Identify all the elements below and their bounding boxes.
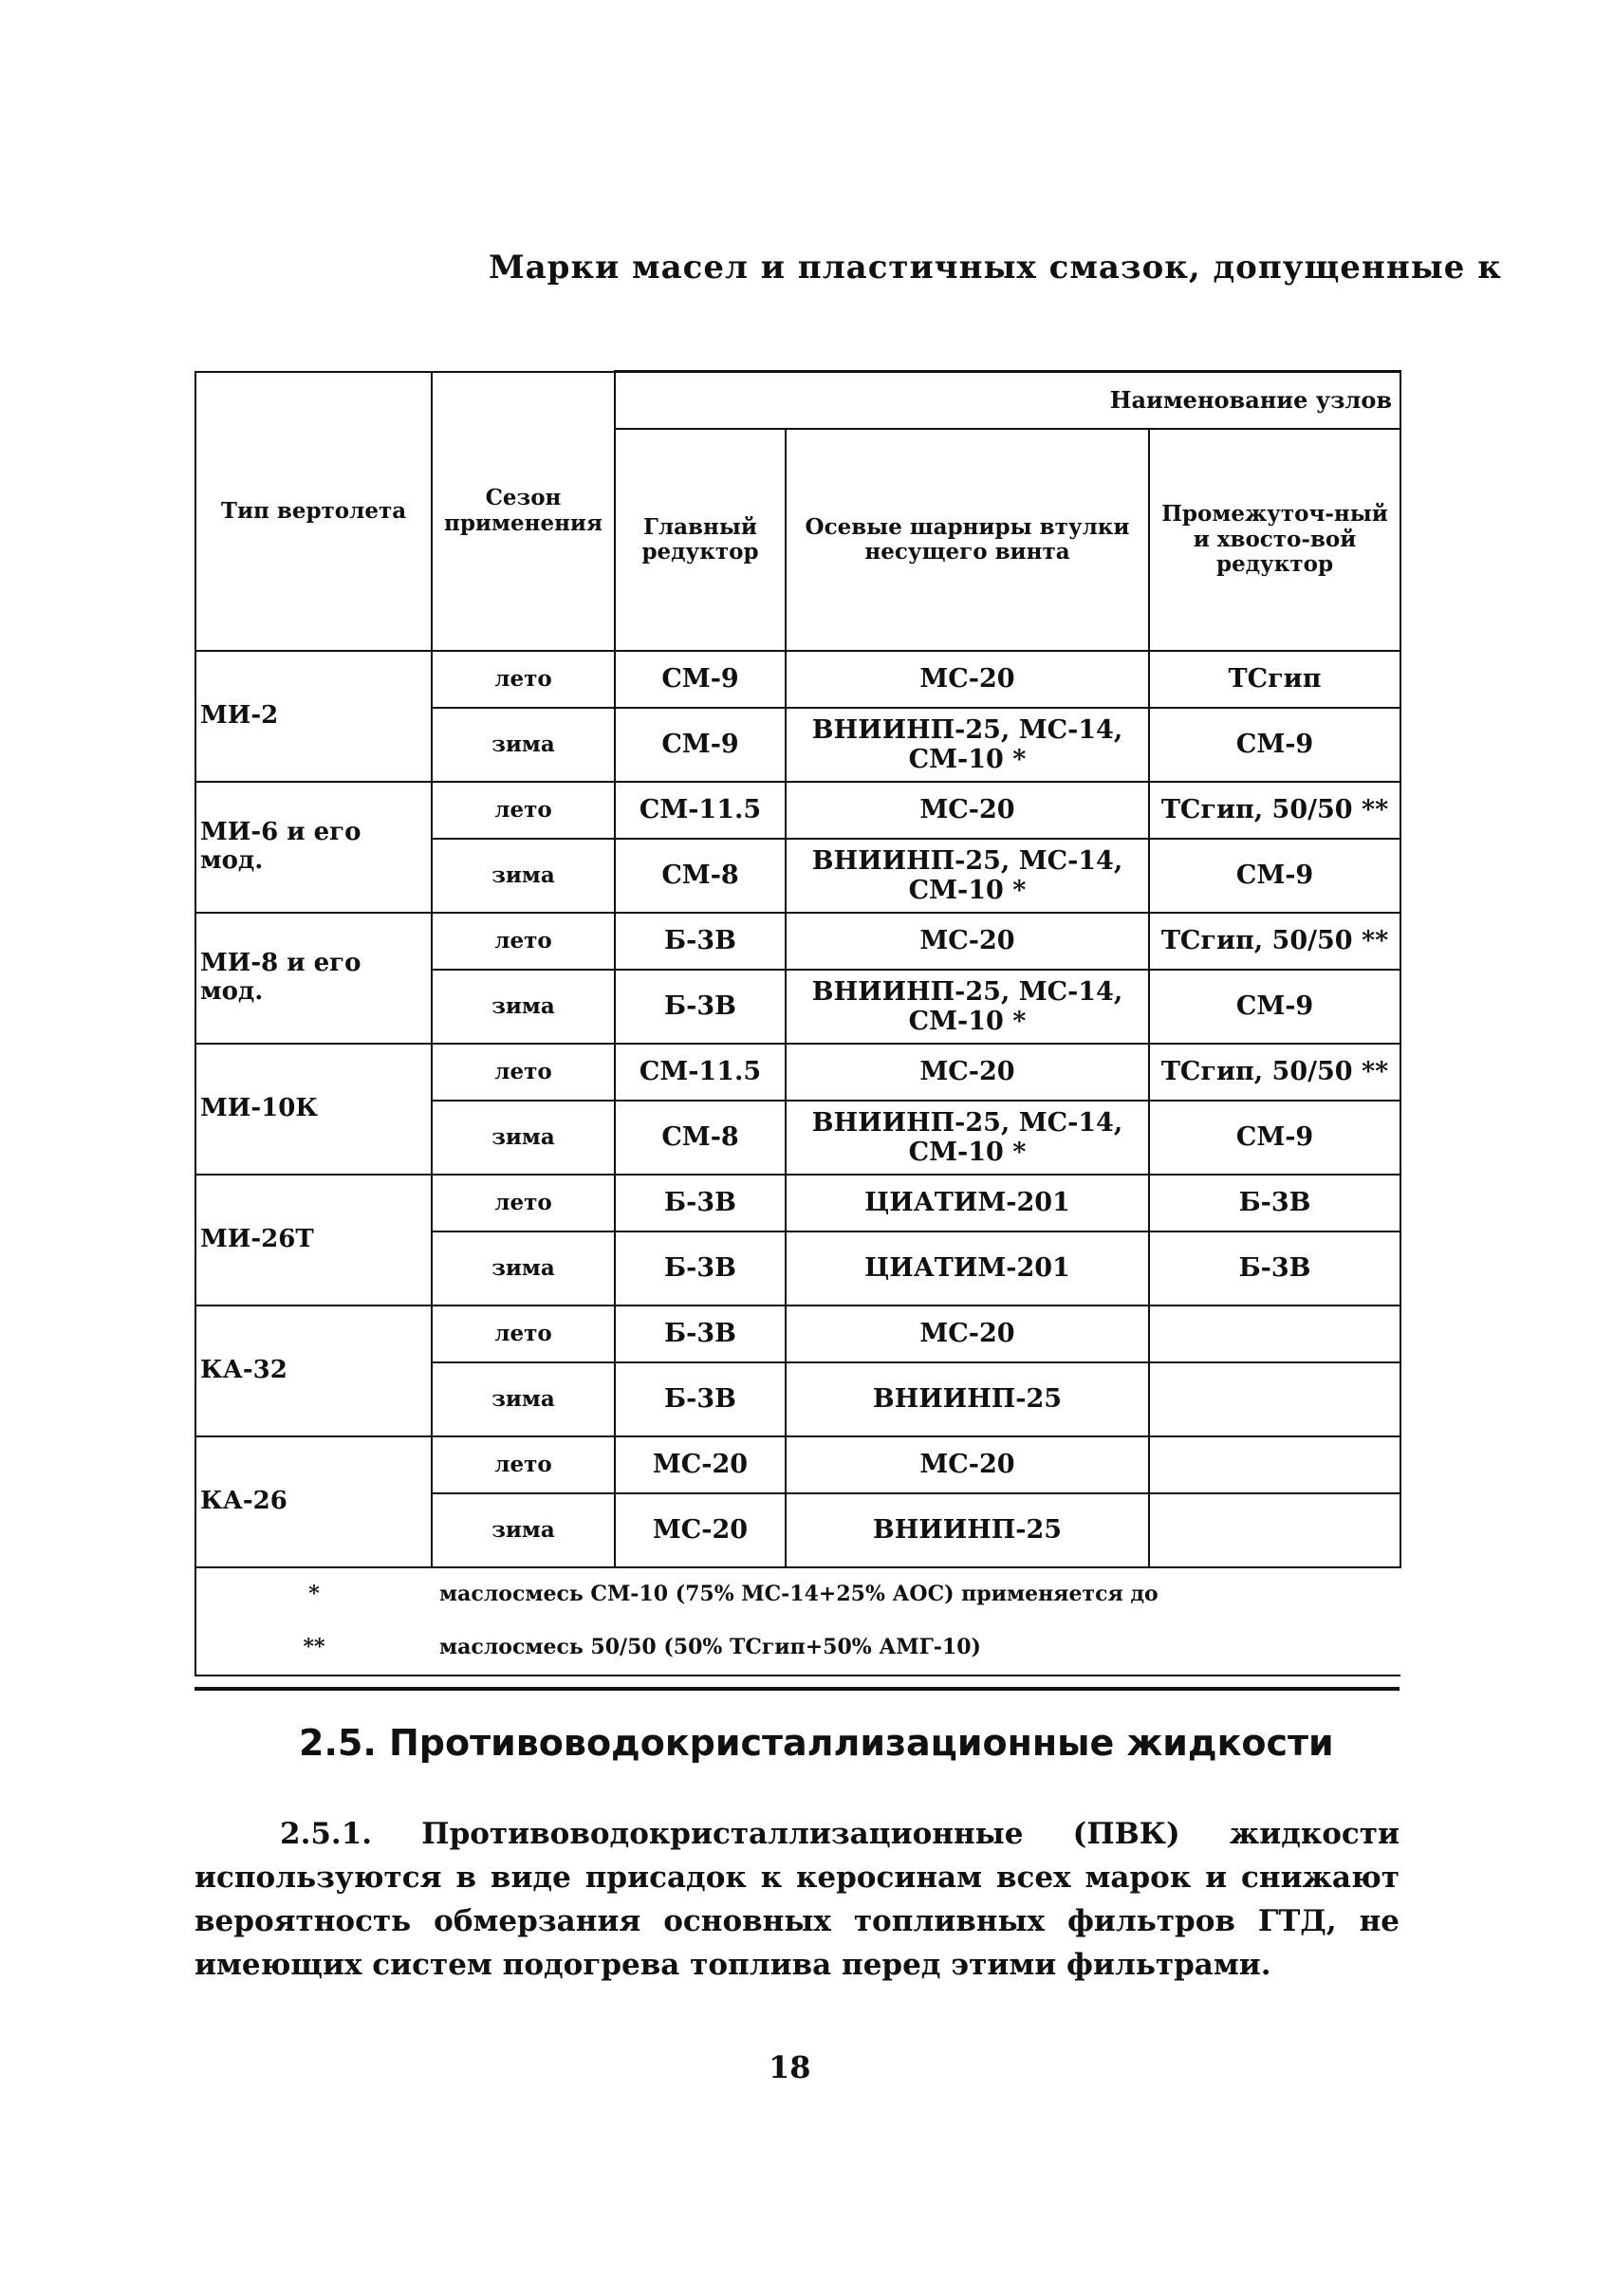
tail-gearbox-cell: СМ-9 [1149,1101,1400,1175]
rotor-hinges-cell: МС-20 [786,782,1149,839]
helicopter-type-cell: МИ-10К [195,1044,432,1175]
rotor-hinges-cell: ВНИИНП-25 [786,1362,1149,1436]
table-row [195,1436,1400,1493]
rotor-hinges-cell: МС-20 [786,651,1149,708]
main-gearbox-cell: СМ-11.5 [615,782,786,839]
tail-gearbox-cell: СМ-9 [1149,839,1400,913]
tail-gearbox-cell: СМ-9 [1149,708,1400,782]
page-number: 18 [769,2049,811,2085]
header-season: Сезон применения [432,372,615,652]
season-cell: зима [432,1362,615,1436]
tail-gearbox-cell [1149,1436,1400,1493]
footnote-mark: * [195,1567,432,1621]
season-cell: лето [432,1305,615,1362]
tail-gearbox-cell: ТСгип, 50/50 ** [1149,782,1400,839]
footnote-text: маслосмесь СМ-10 (75% МС-14+25% АОС) применяется до [432,1567,1400,1621]
table-row [195,913,1400,970]
tail-gearbox-cell [1149,1362,1400,1436]
table-row [195,651,1400,708]
header-main-gearbox: Главный редуктор [615,429,786,651]
season-cell: лето [432,1175,615,1231]
rotor-hinges-cell: МС-20 [786,913,1149,970]
season-cell: зима [432,970,615,1044]
header-helicopter-type: Тип вертолета [195,372,432,652]
season-cell: лето [432,651,615,708]
rotor-hinges-cell: ЦИАТИМ-201 [786,1175,1149,1231]
tail-gearbox-cell: ТСгип, 50/50 ** [1149,913,1400,970]
header-tail-gearbox: Промежуточ-ный и хвосто-вой редуктор [1149,429,1400,651]
main-gearbox-cell: Б-3В [615,913,786,970]
footnote-text: маслосмесь 50/50 (50% ТСгип+50% АМГ-10) [432,1621,1400,1676]
footnote-row [195,1621,1400,1676]
section-divider [195,1687,1400,1691]
main-gearbox-cell: СМ-8 [615,1101,786,1175]
main-gearbox-cell: Б-3В [615,1305,786,1362]
rotor-hinges-cell: ВНИИНП-25, МС-14, СМ-10 * [786,1101,1149,1175]
season-cell: зима [432,708,615,782]
helicopter-type-cell: МИ-2 [195,651,432,782]
table-row [195,1305,1400,1362]
helicopter-type-cell: КА-26 [195,1436,432,1567]
season-cell: зима [432,1231,615,1305]
main-gearbox-cell: СМ-9 [615,708,786,782]
rotor-hinges-cell: МС-20 [786,1436,1149,1493]
section-paragraph: 2.5.1. Противоводокристаллизационные (ПВК) жидкости используются в виде присадок к керосинам всех марок и снижают вероятность обмерзания основных топливных фильтров ГТД, не имеющих систем подогрева топлива перед этими фильтрами. [195,1817,1400,1982]
helicopter-type-cell: МИ-6 и его мод. [195,782,432,913]
main-gearbox-cell: Б-3В [615,1362,786,1436]
tail-gearbox-cell: Б-3В [1149,1175,1400,1231]
season-cell: зима [432,1101,615,1175]
rotor-hinges-cell: ВНИИНП-25, МС-14, СМ-10 * [786,839,1149,913]
season-cell: лето [432,782,615,839]
tail-gearbox-cell: Б-3В [1149,1231,1400,1305]
tail-gearbox-cell: ТСгип [1149,651,1400,708]
section-title: 2.5. Противоводокристаллизационные жидкости [299,1722,1334,1764]
lubricants-table [195,370,1401,1676]
table-row [195,1175,1400,1231]
season-cell: лето [432,1044,615,1101]
season-cell: зима [432,1493,615,1567]
table-row [195,782,1400,839]
rotor-hinges-cell: ЦИАТИМ-201 [786,1231,1149,1305]
season-cell: зима [432,839,615,913]
main-gearbox-cell: СМ-9 [615,651,786,708]
page-title: Марки масел и пластичных смазок, допущенные к [489,249,1502,287]
header-rotor-hinges: Осевые шарниры втулки несущего винта [786,429,1149,651]
tail-gearbox-cell: ТСгип, 50/50 ** [1149,1044,1400,1101]
rotor-hinges-cell: ВНИИНП-25, МС-14, СМ-10 * [786,708,1149,782]
footnote-mark: ** [195,1621,432,1676]
header-units-group: Наименование узлов [615,372,1400,430]
rotor-hinges-cell: ВНИИНП-25, МС-14, СМ-10 * [786,970,1149,1044]
helicopter-type-cell: МИ-8 и его мод. [195,913,432,1044]
main-gearbox-cell: Б-3В [615,1231,786,1305]
main-gearbox-cell: СМ-8 [615,839,786,913]
rotor-hinges-cell: ВНИИНП-25 [786,1493,1149,1567]
main-gearbox-cell: МС-20 [615,1436,786,1493]
season-cell: лето [432,913,615,970]
helicopter-type-cell: МИ-26Т [195,1175,432,1305]
main-gearbox-cell: Б-3В [615,1175,786,1231]
main-gearbox-cell: Б-3В [615,970,786,1044]
main-gearbox-cell: МС-20 [615,1493,786,1567]
tail-gearbox-cell [1149,1305,1400,1362]
rotor-hinges-cell: МС-20 [786,1044,1149,1101]
tail-gearbox-cell [1149,1493,1400,1567]
season-cell: лето [432,1436,615,1493]
tail-gearbox-cell: СМ-9 [1149,970,1400,1044]
footnote-row [195,1567,1400,1621]
main-gearbox-cell: СМ-11.5 [615,1044,786,1101]
table-row [195,1044,1400,1101]
helicopter-type-cell: КА-32 [195,1305,432,1436]
rotor-hinges-cell: МС-20 [786,1305,1149,1362]
